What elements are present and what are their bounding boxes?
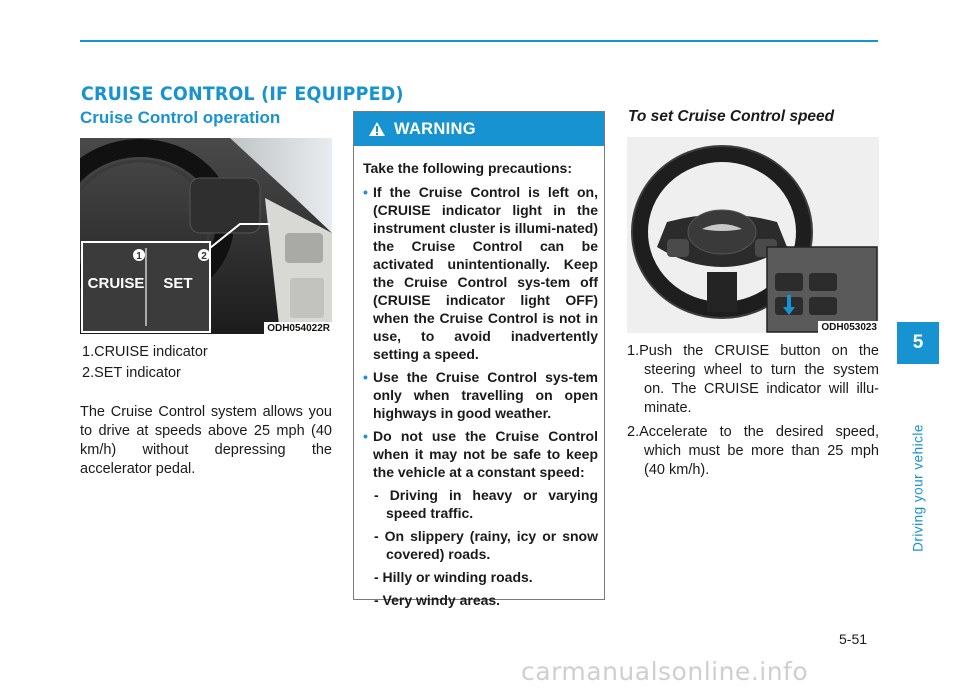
warning-bullet: • If the Cruise Control is left on, (CRUISE indicator light in the instrument cluster is illumi-nated) the Cruise Control can be activated unintentionally. Keep the Cruise Control sys-tem off (CRUISE indicator light OFF) when the Cruise Control is not in use, to avoid inadvertently setting a speed. — [363, 184, 598, 362]
warning-box — [353, 111, 605, 608]
chapter-tab: 5 — [897, 322, 939, 364]
step-item: 1.Push the CRUISE button on the steering wheel to turn the system on. The CRUISE indicator will illu-minate. — [627, 343, 879, 416]
list-item: 1.CRUISE indicator — [82, 344, 208, 360]
steering-wheel-photo — [627, 137, 879, 333]
warning-title: WARNING — [394, 119, 476, 138]
callout-1: 1 — [136, 251, 142, 262]
set-indicator-label: SET — [163, 275, 193, 292]
cruise-indicator-label: CRUISE — [87, 275, 145, 292]
callout-2: 2 — [201, 251, 207, 262]
top-rule — [80, 40, 878, 42]
warning-sub-item: - Driving in heavy or varying speed traffic. — [374, 487, 598, 521]
cruise-description: The Cruise Control system allows you to drive at speeds above 25 mph (40 km/h) without depressing the accelerator pedal. — [80, 404, 332, 477]
set-speed-steps — [627, 342, 879, 485]
set-speed-heading: To set Cruise Control speed — [628, 108, 835, 125]
warning-bullet: • Use the Cruise Control sys-tem only when travelling on open highways in good weather. — [363, 369, 598, 421]
watermark: carmanualsonline.info — [521, 657, 809, 686]
warning-sub-item: - Hilly or winding roads. — [374, 569, 533, 585]
section-title: CRUISE CONTROL (IF EQUIPPED) — [81, 83, 404, 105]
warning-header — [354, 112, 604, 146]
warning-intro: Take the following precautions: — [363, 160, 572, 176]
indicator-list — [82, 342, 208, 384]
photo-code-left: ODH054022R — [264, 322, 332, 334]
warning-sub-item: - Very windy areas. — [374, 592, 501, 608]
list-item: 2.SET indicator — [82, 365, 181, 381]
cluster-photo — [80, 138, 332, 334]
photo-code-right: ODH053023 — [818, 321, 879, 333]
warning-bullet: • Do not use the Cruise Control when it may not be safe to keep the vehicle at a constant speed: — [363, 428, 598, 480]
page-number: 5-51 — [839, 631, 868, 647]
warning-body — [354, 146, 604, 609]
step-item: 2.Accelerate to the desired speed, which must be more than 25 mph (40 km/h). — [627, 424, 879, 478]
warning-sub-item: - On slippery (rainy, icy or snow covered) roads. — [374, 528, 598, 562]
chapter-label: Driving your vehicle — [910, 424, 926, 552]
warning-triangle-icon — [368, 121, 386, 137]
cruise-operation-heading: Cruise Control operation — [80, 108, 281, 127]
